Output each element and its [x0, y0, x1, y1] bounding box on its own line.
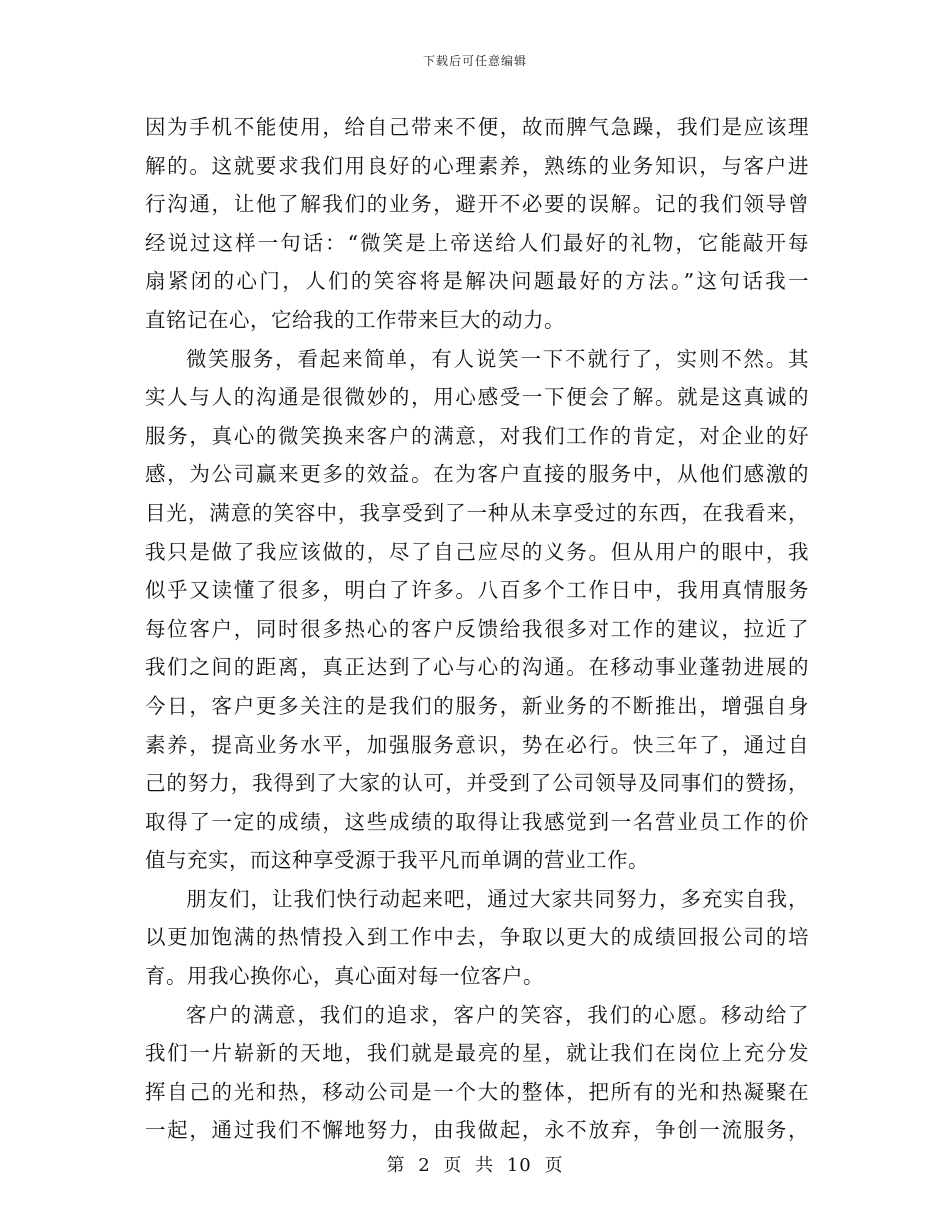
text-line: 行沟通，让他了解我们的业务，避开不必要的误解。记的我们领导曾 — [145, 192, 809, 217]
text-line: 经说过这样一句话：“微笑是上帝送给人们最好的礼物，它能敲开每 — [145, 230, 809, 255]
text-line: 每位客户，同时很多热心的客户反馈给我很多对工作的建议，拉近了 — [145, 616, 809, 641]
paragraph-1 — [145, 108, 809, 340]
text-line: 直铭记在心，它给我的工作带来巨大的动力。 — [145, 307, 565, 332]
text-line: 感，为公司赢来更多的效益。在为客户直接的服务中，从他们感激的 — [145, 462, 809, 487]
text-line: 值与充实，而这种享受源于我平凡而单调的营业工作。 — [145, 848, 649, 873]
text-line: 今日，客户更多关注的是我们的服务，新业务的不断推出，增强自身 — [145, 693, 809, 718]
text-line: 一起，通过我们不懈地努力，由我做起，永不放弃，争创一流服务， — [145, 1118, 809, 1143]
paragraph-2 — [145, 340, 809, 880]
text-line: 以更加饱满的热情投入到工作中去，争取以更大的成绩回报公司的培 — [145, 925, 809, 950]
text-line: 素养，提高业务水平，加强服务意识，势在必行。快三年了，通过自 — [145, 732, 809, 757]
text-line: 挥自己的光和热，移动公司是一个大的整体，把所有的光和热凝聚在 — [145, 1079, 809, 1104]
text-line: 己的努力，我得到了大家的认可，并受到了公司领导及同事们的赞扬， — [145, 771, 809, 796]
page-footer: 第 2 页 共 10 页 — [386, 1155, 564, 1176]
text-line: 朋友们，让我们快行动起来吧，通过大家共同努力，多充实自我， — [186, 886, 809, 911]
text-line: 微笑服务，看起来简单，有人说笑一下不就行了，实则不然。其 — [186, 346, 809, 371]
text-line: 实人与人的沟通是很微妙的，用心感受一下便会了解。就是这真诚的 — [145, 385, 809, 410]
text-line: 客户的满意，我们的追求，客户的笑容，我们的心愿。移动给了 — [186, 1002, 809, 1027]
paragraph-4 — [145, 996, 809, 1150]
paragraph-3 — [145, 880, 809, 996]
text-line: 育。用我心换你心，真心面对每一位客户。 — [145, 964, 544, 989]
text-line: 取得了一定的成绩，这些成绩的取得让我感觉到一名营业员工作的价 — [145, 809, 809, 834]
page-header: 下载后可任意编辑 — [422, 54, 527, 68]
text-line: 似乎又读懂了很多，明白了许多。八百多个工作日中，我用真情服务 — [145, 578, 809, 603]
text-line: 服务，真心的微笑换来客户的满意，对我们工作的肯定，对企业的好 — [145, 423, 809, 448]
text-line: 扇紧闭的心门，人们的笑容将是解决问题最好的方法。”这句话我一 — [145, 269, 809, 294]
text-line: 我们一片崭新的天地，我们就是最亮的星，就让我们在岗位上充分发 — [145, 1041, 809, 1066]
document-body — [145, 108, 809, 1150]
text-line: 目光，满意的笑容中，我享受到了一种从未享受过的东西，在我看来， — [145, 500, 809, 525]
text-line: 解的。这就要求我们用良好的心理素养，熟练的业务知识，与客户进 — [145, 153, 809, 178]
text-line: 我只是做了我应该做的，尽了自己应尽的义务。但从用户的眼中，我 — [145, 539, 809, 564]
text-line: 因为手机不能使用，给自己带来不便，故而脾气急躁，我们是应该理 — [145, 115, 809, 139]
text-line: 我们之间的距离，真正达到了心与心的沟通。在移动事业蓬勃进展的 — [145, 655, 809, 680]
